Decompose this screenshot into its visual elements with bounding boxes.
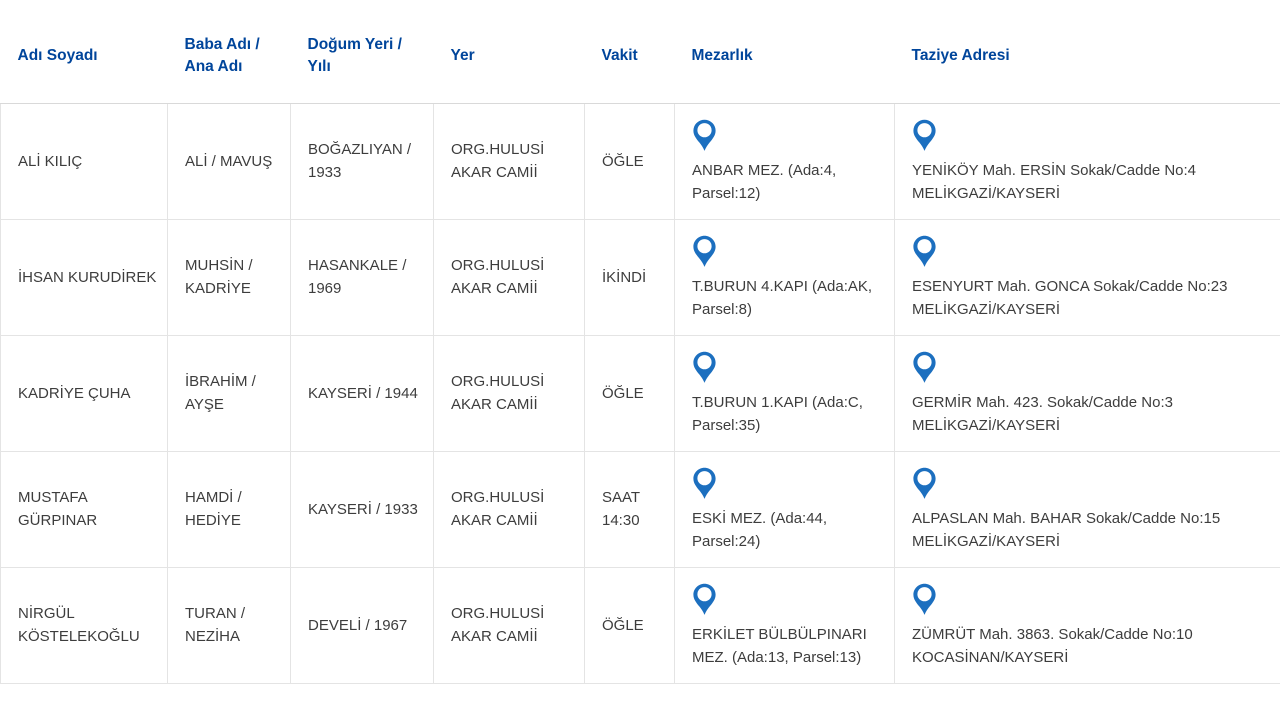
map-pin-icon[interactable] (692, 235, 717, 268)
cemetery-name: T.BURUN 4.KAPI (Ada:AK, Parsel:8) (692, 278, 873, 318)
father-mother-names: MUHSİN / KADRİYE (185, 257, 253, 297)
deceased-name: ALİ KILIÇ (18, 152, 83, 170)
column-header-birthplace-year: Doğum Yeri / Yılı (291, 0, 434, 103)
cell-father-mother (168, 335, 291, 451)
table-row (1, 219, 1280, 335)
cell-father-mother (168, 103, 291, 219)
cell-cemetery (675, 451, 895, 567)
map-pin-icon[interactable] (912, 119, 937, 152)
column-header-location: Yer (434, 0, 585, 103)
cell-condolence-address (895, 219, 1280, 335)
cell-father-mother (168, 219, 291, 335)
cell-birthplace-year (291, 567, 434, 683)
father-mother-names: ALİ / MAVUŞ (185, 152, 273, 170)
cemetery-name: ANBAR MEZ. (Ada:4, Parsel:12) (692, 162, 837, 202)
map-pin-icon[interactable] (692, 583, 717, 616)
deceased-name: KADRİYE ÇUHA (18, 384, 131, 402)
prayer-time: ÖĞLE (602, 384, 644, 402)
cemetery-name: ERKİLET BÜLBÜLPINARI MEZ. (Ada:13, Parsel:13) (692, 626, 867, 666)
father-mother-names: İBRAHİM / AYŞE (185, 373, 256, 413)
funeral-location: ORG.HULUSİ AKAR CAMİİ (451, 489, 545, 529)
table-row (1, 451, 1280, 567)
prayer-time: İKİNDİ (602, 268, 647, 286)
cell-location (434, 103, 585, 219)
prayer-time: ÖĞLE (602, 616, 644, 634)
cell-time (585, 335, 675, 451)
condolence-address: ZÜMRÜT Mah. 3863. Sokak/Cadde No:10 KOCASİNAN/KAYSERİ (912, 626, 1193, 666)
birthplace-year: KAYSERİ / 1933 (308, 500, 418, 518)
father-mother-names: HAMDİ / HEDİYE (185, 489, 242, 529)
map-pin-icon[interactable] (692, 467, 717, 500)
deceased-name: MUSTAFA GÜRPINAR (18, 489, 98, 529)
cell-condolence-address (895, 103, 1280, 219)
cell-location (434, 451, 585, 567)
cell-time (585, 219, 675, 335)
cell-name (1, 451, 168, 567)
cell-condolence-address (895, 451, 1280, 567)
cell-name (1, 219, 168, 335)
cell-time (585, 567, 675, 683)
cell-birthplace-year (291, 219, 434, 335)
funeral-location: ORG.HULUSİ AKAR CAMİİ (451, 141, 545, 181)
column-header-cemetery: Mezarlık (675, 0, 895, 103)
map-pin-icon[interactable] (692, 351, 717, 384)
cemetery-name: ESKİ MEZ. (Ada:44, Parsel:24) (692, 510, 828, 550)
cell-name (1, 103, 168, 219)
map-pin-icon[interactable] (692, 119, 717, 152)
cell-father-mother (168, 451, 291, 567)
cell-father-mother (168, 567, 291, 683)
funeral-location: ORG.HULUSİ AKAR CAMİİ (451, 257, 545, 297)
birthplace-year: HASANKALE / 1969 (308, 257, 407, 297)
condolence-address: GERMİR Mah. 423. Sokak/Cadde No:3 MELİKGAZİ/KAYSERİ (912, 394, 1173, 434)
prayer-time: ÖĞLE (602, 152, 644, 170)
condolence-address: ALPASLAN Mah. BAHAR Sokak/Cadde No:15 MELİKGAZİ/KAYSERİ (912, 510, 1221, 550)
cell-location (434, 219, 585, 335)
cell-condolence-address (895, 335, 1280, 451)
table-row (1, 567, 1280, 683)
cell-name (1, 567, 168, 683)
cell-cemetery (675, 103, 895, 219)
funeral-location: ORG.HULUSİ AKAR CAMİİ (451, 605, 545, 645)
cell-name (1, 335, 168, 451)
cell-time (585, 103, 675, 219)
cemetery-name: T.BURUN 1.KAPI (Ada:C, Parsel:35) (692, 394, 863, 434)
cell-birthplace-year (291, 451, 434, 567)
cell-condolence-address (895, 567, 1280, 683)
cell-cemetery (675, 219, 895, 335)
condolence-address: ESENYURT Mah. GONCA Sokak/Cadde No:23 MELİKGAZİ/KAYSERİ (912, 278, 1228, 318)
column-header-condolence-address: Taziye Adresi (895, 0, 1280, 103)
prayer-time: SAAT 14:30 (602, 489, 640, 529)
cell-time (585, 451, 675, 567)
table-header-row (1, 0, 1280, 103)
birthplace-year: DEVELİ / 1967 (308, 616, 408, 634)
birthplace-year: BOĞAZLIYAN / 1933 (308, 141, 412, 181)
cell-location (434, 335, 585, 451)
cell-cemetery (675, 567, 895, 683)
column-header-name: Adı Soyadı (1, 0, 168, 103)
deceased-name: NİRGÜL KÖSTELEKOĞLU (18, 605, 140, 645)
column-header-time: Vakit (585, 0, 675, 103)
deceased-name: İHSAN KURUDİREK (18, 268, 157, 286)
map-pin-icon[interactable] (912, 235, 937, 268)
map-pin-icon[interactable] (912, 351, 937, 384)
condolence-address: YENİKÖY Mah. ERSİN Sokak/Cadde No:4 MELİKGAZİ/KAYSERİ (912, 162, 1197, 202)
cell-cemetery (675, 335, 895, 451)
map-pin-icon[interactable] (912, 467, 937, 500)
map-pin-icon[interactable] (912, 583, 937, 616)
cell-birthplace-year (291, 103, 434, 219)
cell-location (434, 567, 585, 683)
table-row (1, 103, 1280, 219)
cell-birthplace-year (291, 335, 434, 451)
birthplace-year: KAYSERİ / 1944 (308, 384, 418, 402)
column-header-father-mother: Baba Adı / Ana Adı (168, 0, 291, 103)
table-row (1, 335, 1280, 451)
father-mother-names: TURAN / NEZİHA (185, 605, 245, 645)
funeral-location: ORG.HULUSİ AKAR CAMİİ (451, 373, 545, 413)
